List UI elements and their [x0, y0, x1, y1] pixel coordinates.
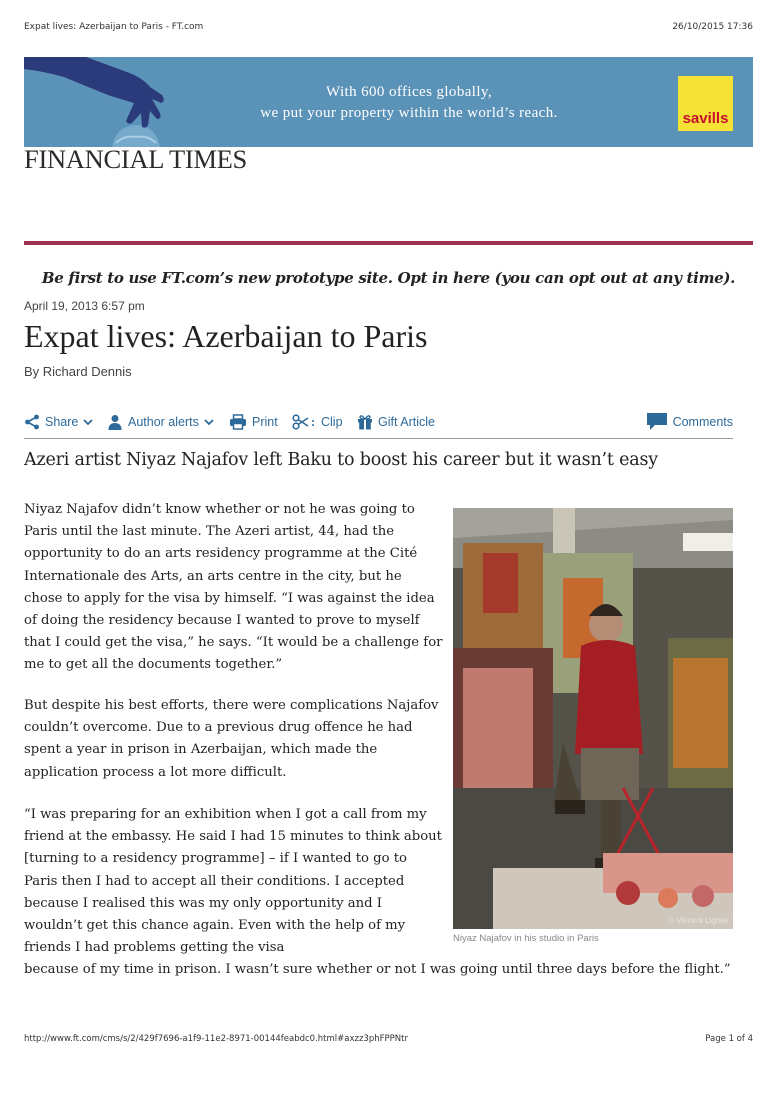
article-paragraph-3-continued: [24, 959, 754, 981]
photo-caption: Niyaz Najafov in his studio in Paris: [453, 933, 599, 944]
gift-article-label: Gift Article: [378, 415, 435, 429]
article-photo[interactable]: [453, 508, 733, 929]
print-footer-url: http://www.ft.com/cms/s/2/429f7696-a1f9-11e2-8971-00144feabdc0.html#axzz3phFPPNtr: [24, 1034, 408, 1044]
author-alerts-button[interactable]: [107, 410, 214, 434]
article-byline[interactable]: By Richard Dennis: [24, 364, 132, 379]
author-alerts-label: Author alerts: [128, 415, 199, 429]
artist-studio-photo: [453, 508, 733, 929]
hand-globe-illustration: [24, 57, 194, 147]
ft-masthead[interactable]: FINANCIAL TIMES: [24, 144, 247, 174]
gift-article-button[interactable]: [357, 410, 435, 434]
article-standfirst: Azeri artist Niyaz Najafov left Baku to boost his career but it wasn’t easy: [24, 450, 658, 470]
paragraph-text: because of my time in prison. I wasn’t sure whether or not I was going until three days before the flight.”: [24, 962, 731, 977]
print-footer: [24, 1034, 753, 1048]
print-header-datetime: 26/10/2015 17:36: [672, 22, 753, 32]
article-paragraph-2: [24, 695, 444, 784]
article-paragraph-3: [24, 804, 444, 959]
paragraph-text: But despite his best efforts, there were complications Najafov couldn’t overcome. Due to a previous drug offence he had spent a year in prison in Azerbaijan, which made the application process a lot more difficult.: [24, 698, 439, 780]
savills-logo[interactable]: [678, 76, 733, 131]
paragraph-text: “I was preparing for an exhibition when I got a call from my friend at the embassy. He said I had 15 minutes to think about [turning to a residency programme] – if I wanted to go to Paris then I had to accept all their conditions. I accepted because I realised this was my only opportunity and I wouldn’t get this chance again. Even with the help of my friends I had problems getting the visa: [24, 807, 442, 956]
article-paragraph-1: [24, 499, 444, 677]
photo-credit: © Vincent Lignier: [668, 916, 729, 925]
person-icon: [107, 414, 123, 430]
gift-icon: [357, 414, 373, 430]
paragraph-text: Niyaz Najafov didn’t know whether or not he was going to Paris until the last minute. The Azeri artist, 44, had the opportunity to do an arts residency programme at the Cité Internationale des Arts, an arts centre in the city, but he chose to apply for the visa by himself. “I was against the idea of doing the residency because I wanted to prove to myself that I could get the visa,” he says. “It would be a challenge for me to get all the documents together.”: [24, 502, 443, 673]
scissors-icon: [292, 414, 316, 430]
ad-line-2: we put your property within the world’s reach.: [260, 105, 558, 121]
savills-logo-text: savills: [682, 110, 729, 127]
print-header: [24, 22, 753, 36]
advertisement-banner[interactable]: [24, 57, 753, 147]
clip-button[interactable]: [292, 410, 343, 434]
print-label: Print: [252, 415, 278, 429]
share-button[interactable]: [24, 410, 93, 434]
ad-copy: [194, 82, 624, 124]
chevron-down-icon: [204, 418, 214, 426]
article-toolbar: [24, 410, 733, 436]
share-icon: [24, 414, 40, 430]
comments-button[interactable]: [646, 410, 733, 434]
speech-bubble-icon: [646, 412, 668, 432]
print-button[interactable]: [229, 410, 278, 434]
clip-label: Clip: [321, 415, 343, 429]
print-header-title: Expat lives: Azerbaijan to Paris - FT.com: [24, 22, 204, 32]
article-headline: Expat lives: Azerbaijan to Paris: [24, 318, 428, 354]
chevron-down-icon: [83, 418, 93, 426]
comments-label: Comments: [672, 415, 733, 429]
article-date: April 19, 2013 6:57 pm: [24, 299, 145, 313]
printer-icon: [229, 414, 247, 430]
prototype-opt-in-notice[interactable]: Be first to use FT.com’s new prototype site. Opt in here (you can opt out at any time).: [41, 269, 736, 287]
toolbar-divider: [24, 438, 733, 439]
share-label: Share: [45, 415, 79, 429]
ad-line-1: With 600 offices globally,: [325, 84, 493, 100]
page-number: Page 1 of 4: [705, 1034, 753, 1044]
masthead-divider: [24, 241, 753, 245]
